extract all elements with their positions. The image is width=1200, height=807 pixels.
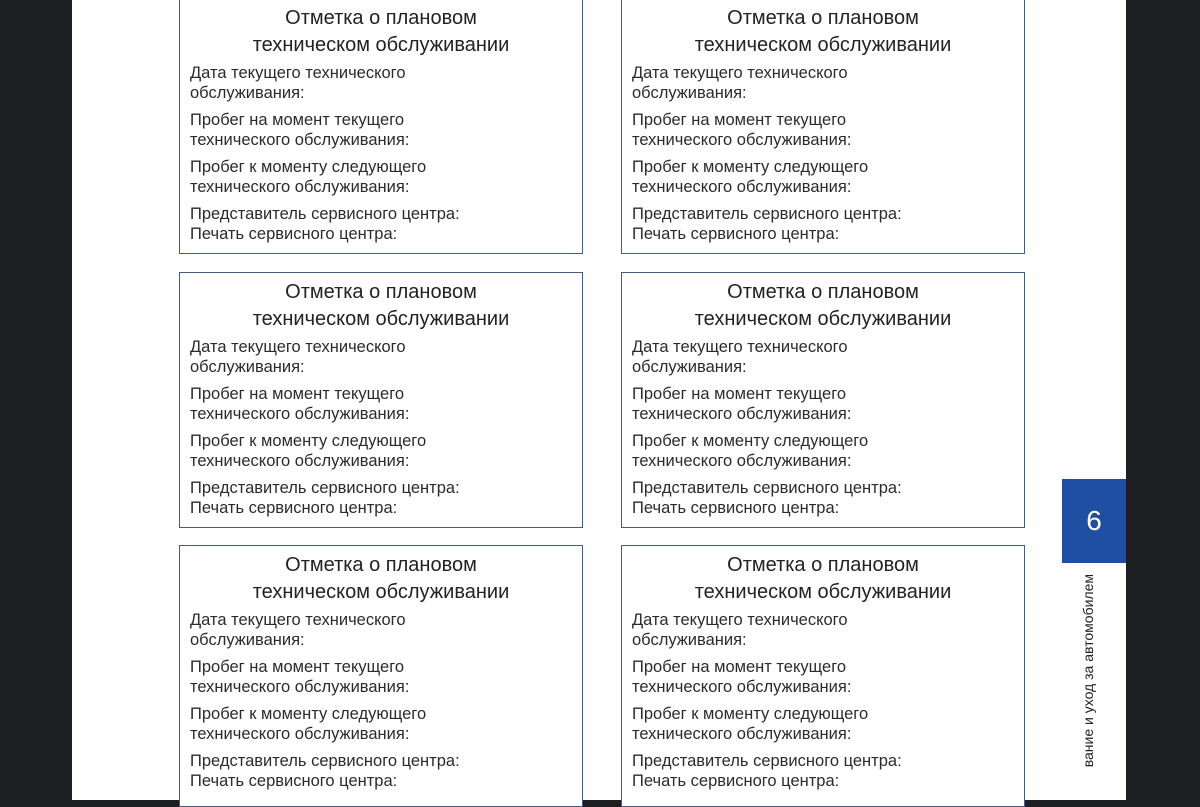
field-stamp: Печать сервисного центра: (632, 225, 840, 243)
field-mileage-next (190, 704, 572, 744)
card-title-line: техническом обслуживании (694, 308, 952, 330)
field-mileage-current (190, 110, 572, 150)
card-title-line: техническом обслуживании (252, 581, 510, 603)
card-title (180, 552, 582, 606)
card-title-line: техническом обслуживании (252, 308, 510, 330)
maintenance-card (179, 0, 583, 254)
card-title (180, 5, 582, 59)
field-mileage-next (632, 704, 1014, 744)
field-label: технического обслуживания: (632, 452, 852, 470)
field-mileage-next (632, 157, 1014, 197)
card-title (180, 279, 582, 333)
section-label-text: вание и уход за автомобилем (1080, 574, 1096, 768)
field-label: технического обслуживания: (632, 678, 852, 696)
field-representative: Представитель сервисного центра: (632, 479, 902, 497)
card-title-line: Отметка о плановом (285, 554, 477, 576)
field-label: Пробег на момент текущего (632, 658, 847, 676)
field-label: Пробег к моменту следующего (632, 158, 869, 176)
field-label: Пробег на момент текущего (190, 385, 405, 403)
maintenance-card (179, 545, 583, 807)
field-label: Пробег к моменту следующего (190, 432, 427, 450)
field-representative: Представитель сервисного центра: (632, 752, 902, 770)
card-title (622, 552, 1024, 606)
field-label: обслуживания: (190, 358, 305, 376)
field-date (190, 610, 572, 650)
field-label: обслуживания: (632, 84, 747, 102)
field-label: технического обслуживания: (632, 131, 852, 149)
field-label: технического обслуживания: (190, 452, 410, 470)
card-title-line: Отметка о плановом (285, 281, 477, 303)
field-representative: Представитель сервисного центра: (190, 752, 460, 770)
field-label: Дата текущего технического (632, 338, 848, 356)
field-stamp: Печать сервисного центра: (190, 225, 398, 243)
document-page (72, 0, 1126, 800)
field-label: технического обслуживания: (190, 725, 410, 743)
field-mileage-current (632, 657, 1014, 697)
field-label: Пробег к моменту следующего (632, 705, 869, 723)
field-label: Пробег на момент текущего (632, 385, 847, 403)
card-title-line: техническом обслуживании (694, 34, 952, 56)
maintenance-card (179, 272, 583, 528)
field-label: Пробег на момент текущего (190, 658, 405, 676)
field-label: технического обслуживания: (190, 178, 410, 196)
field-label: Дата текущего технического (190, 611, 406, 629)
field-date (632, 63, 1014, 103)
maintenance-card (621, 0, 1025, 254)
field-label: Дата текущего технического (632, 64, 848, 82)
section-number: 6 (1086, 505, 1102, 536)
field-date (190, 63, 572, 103)
field-stamp: Печать сервисного центра: (632, 772, 840, 790)
card-title-line: техническом обслуживании (694, 581, 952, 603)
field-label: Дата текущего технического (632, 611, 848, 629)
field-mileage-current (632, 110, 1014, 150)
field-date (632, 610, 1014, 650)
maintenance-card (621, 272, 1025, 528)
field-stamp: Печать сервисного центра: (190, 772, 398, 790)
field-label: Пробег на момент текущего (190, 111, 405, 129)
card-title (622, 279, 1024, 333)
field-label: Пробег на момент текущего (632, 111, 847, 129)
field-label: технического обслуживания: (190, 131, 410, 149)
field-date (632, 337, 1014, 377)
field-mileage-next (190, 431, 572, 471)
field-mileage-current (190, 384, 572, 424)
field-label: технического обслуживания: (190, 678, 410, 696)
field-representative: Представитель сервисного центра: (190, 479, 460, 497)
field-label: Пробег к моменту следующего (632, 432, 869, 450)
card-title-line: Отметка о плановом (727, 7, 919, 29)
field-representative: Представитель сервисного центра: (190, 205, 460, 223)
field-label: технического обслуживания: (632, 405, 852, 423)
field-label: Дата текущего технического (190, 338, 406, 356)
field-label: Дата текущего технического (190, 64, 406, 82)
field-mileage-next (190, 157, 572, 197)
field-label: технического обслуживания: (632, 178, 852, 196)
field-stamp: Печать сервисного центра: (632, 499, 840, 517)
field-representative: Представитель сервисного центра: (632, 205, 902, 223)
field-label: обслуживания: (632, 358, 747, 376)
card-title-line: Отметка о плановом (285, 7, 477, 29)
field-mileage-current (632, 384, 1014, 424)
field-label: обслуживания: (632, 631, 747, 649)
card-title-line: техническом обслуживании (252, 34, 510, 56)
field-label: обслуживания: (190, 631, 305, 649)
field-date (190, 337, 572, 377)
section-tab (1062, 479, 1126, 563)
field-label: технического обслуживания: (632, 725, 852, 743)
field-label: технического обслуживания: (190, 405, 410, 423)
field-stamp: Печать сервисного центра: (190, 499, 398, 517)
field-label: Пробег к моменту следующего (190, 158, 427, 176)
field-label: Пробег к моменту следующего (190, 705, 427, 723)
field-mileage-current (190, 657, 572, 697)
card-title (622, 5, 1024, 59)
section-label (1075, 574, 1101, 800)
field-label: обслуживания: (190, 84, 305, 102)
card-title-line: Отметка о плановом (727, 281, 919, 303)
maintenance-card (621, 545, 1025, 807)
card-title-line: Отметка о плановом (727, 554, 919, 576)
field-mileage-next (632, 431, 1014, 471)
